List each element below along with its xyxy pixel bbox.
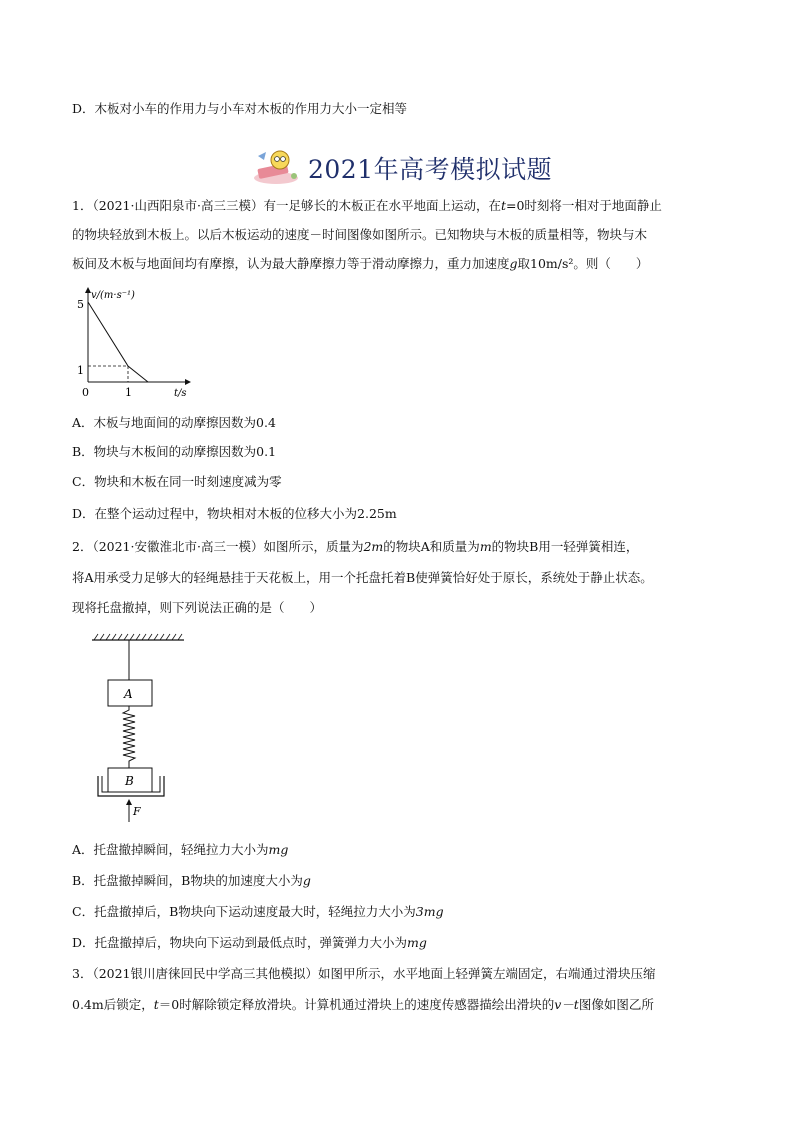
q1-option-b: B．物块与木板间的动摩擦因数为0.1 bbox=[72, 444, 277, 459]
spring bbox=[123, 706, 135, 768]
q1-line-3: 板间及木板与地面间均有摩擦，认为最大静摩擦力等于滑动摩擦力，重力加速度g取10m/s²。则（ ） bbox=[72, 256, 649, 271]
q1-line-1: 1．（2021·山西阳泉市·高三三模）有一足够长的木板正在水平地面上运动，在t=0时刻将一相对于地面静止 bbox=[72, 198, 662, 213]
q1-option-a: A．木板与地面间的动摩擦因数为0.4 bbox=[72, 415, 276, 430]
section-header bbox=[250, 148, 570, 188]
velocity-line bbox=[88, 302, 148, 382]
q2-option-b: B．托盘撤掉瞬间，B物块的加速度大小为g bbox=[72, 873, 311, 888]
vt-graph bbox=[72, 282, 212, 402]
force-label: F bbox=[133, 805, 141, 818]
y-tick-1: 1 bbox=[77, 364, 84, 377]
q3-line-1: 3．（2021银川唐徕回民中学高三其他模拟）如图甲所示，水平地面上轻弹簧左端固定，右端通过滑块压缩 bbox=[72, 966, 656, 981]
block-b-label: B bbox=[125, 774, 134, 788]
q2-line-3: 现将托盘撤掉，则下列说法正确的是（ ） bbox=[72, 600, 323, 615]
q2-option-a: A．托盘撤掉瞬间，轻绳拉力大小为mg bbox=[72, 842, 289, 857]
q1-option-d: D．在整个运动过程中，物块相对木板的位移大小为2.25m bbox=[72, 506, 397, 521]
origin-label: 0 bbox=[82, 386, 89, 399]
q1-option-c: C．物块和木板在同一时刻速度减为零 bbox=[72, 474, 282, 489]
q2-line-1: 2．（2021·安徽淮北市·高三一模）如图所示，质量为2m的物块A和质量为m的物块B用一轻弹簧相连， bbox=[72, 539, 639, 554]
x-axis-label: t/s bbox=[174, 388, 187, 399]
x-tick-1: 1 bbox=[125, 386, 132, 399]
q2-option-c: C．托盘撤掉后，B物块向下运动速度最大时，轻绳拉力大小为3mg bbox=[72, 904, 444, 919]
section-title: 2021年高考模拟试题 bbox=[308, 155, 553, 184]
q2-option-d: D．托盘撤掉后，物块向下运动到最低点时，弹簧弹力大小为mg bbox=[72, 935, 427, 950]
q1-line-2: 的物块轻放到木板上。以后木板运动的速度－时间图像如图所示。已知物块与木板的质量相等，物块与木 bbox=[72, 227, 648, 242]
spring-figure bbox=[88, 632, 208, 832]
mascot-icon bbox=[250, 148, 302, 186]
prev-option-d: D．木板对小车的作用力与小车对木板的作用力大小一定相等 bbox=[72, 101, 408, 116]
q2-line-2: 将A用承受力足够大的轻绳悬挂于天花板上，用一个托盘托着B使弹簧恰好处于原长，系统处于静止状态。 bbox=[72, 570, 653, 585]
ceiling-hatch bbox=[94, 634, 182, 640]
y-tick-5: 5 bbox=[77, 298, 84, 311]
block-a-label: A bbox=[124, 687, 133, 701]
q3-line-2: 0.4m后锁定，t＝0时解除锁定释放滑块。计算机通过滑块上的速度传感器描绘出滑块的v－t图像如图乙所 bbox=[72, 997, 654, 1012]
y-axis-label: v/(m·s⁻¹) bbox=[91, 290, 135, 301]
